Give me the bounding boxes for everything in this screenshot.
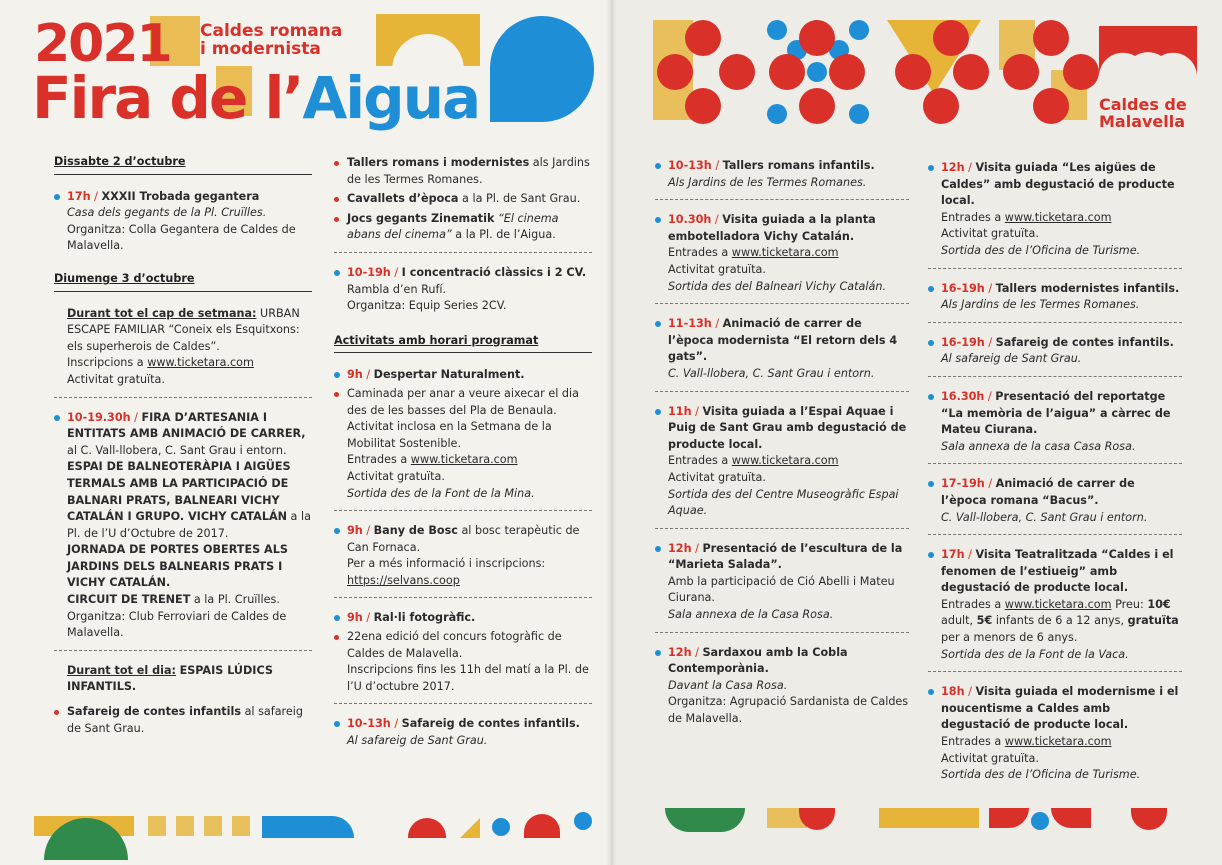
red-arch-deco bbox=[989, 808, 1029, 828]
divider bbox=[334, 510, 592, 511]
selvans-link[interactable]: https://selvans.coop bbox=[347, 573, 460, 587]
bullet-icon bbox=[334, 197, 339, 202]
column-3 bbox=[655, 158, 909, 736]
cavallets-item: Cavallets d’època a la Pl. de Sant Grau. bbox=[334, 191, 592, 208]
title-part1: Fira de l’ bbox=[32, 64, 303, 132]
header-subtitle bbox=[200, 22, 342, 58]
blue-dot-deco bbox=[1031, 812, 1049, 830]
saturday-title: Dissabte 2 d’octubre bbox=[54, 154, 312, 175]
urban-escape: Durant tot el cap de setmana: URBAN ESCAPE FAMILIAR “Coneix els Esquitxons: els superherois de Caldes”. Inscripcions a www.ticketara.com Activitat gratuïta. bbox=[67, 306, 300, 386]
event-vichy: 10.30h / Visita guiada a la planta embotelladora Vichy Catalán. Entrades a www.ticketara.com Activitat gratuïta. Sortida des del Balneari Vichy Catalán. bbox=[655, 212, 909, 295]
blue-drop-deco bbox=[490, 16, 594, 122]
rali-desc: 22ena edició del concurs fotogràfic de Caldes de Malavella. Inscripcions fins les 11h del matí a la Pl. de l’U d’octubre 2017. bbox=[334, 629, 592, 695]
event-modernisme: 18h / Visita guiada el modernisme i el noucentisme a Caldes amb degustació de producte local. Entrades a www.ticketara.com Activitat gratuïta. Sortida des de l’Oficina de Turisme. bbox=[928, 684, 1182, 784]
bullet-icon bbox=[655, 409, 661, 415]
red-arch-deco bbox=[1051, 808, 1091, 828]
blue-wave-deco bbox=[262, 816, 354, 838]
circles-pattern-deco bbox=[651, 14, 1101, 126]
ticketara-link[interactable]: www.ticketara.com bbox=[1004, 735, 1112, 749]
bullet-icon bbox=[928, 286, 934, 292]
divider bbox=[928, 322, 1182, 323]
bullet-icon bbox=[334, 615, 340, 621]
divider bbox=[928, 534, 1182, 535]
column-4 bbox=[928, 160, 1182, 792]
event-aigues: 12h / Visita guiada “Les aigües de Caldes” amb degustació de producte local. Entrades a www.ticketara.com Activitat gratuïta. Sortida des de l’Oficina de Turisme. bbox=[928, 160, 1182, 260]
bullet-icon bbox=[655, 650, 661, 656]
bullet-icon bbox=[655, 321, 661, 327]
red-half-circle-deco bbox=[1131, 808, 1167, 830]
divider bbox=[928, 376, 1182, 377]
divider bbox=[655, 528, 909, 529]
sunday-title: Diumenge 3 d’octubre bbox=[54, 271, 312, 292]
event-reportatge: 16.30h / Presentació del reportatge “La memòria de l’aigua” a càrrec de Mateu Ciurana. Sala annexa de la casa Casa Rosa. bbox=[928, 389, 1182, 455]
divider bbox=[334, 703, 592, 704]
yellow-tile-deco bbox=[204, 816, 222, 836]
subtitle-line1: Caldes romana bbox=[200, 21, 343, 41]
caldes-logo: Caldes de Malavella bbox=[1099, 95, 1187, 131]
bullet-icon bbox=[334, 528, 340, 534]
event-fira: 10-19.30h / FIRA D’ARTESANIA I ENTITATS AMB ANIMACIÓ DE CARRER, al C. Vall-llobera, C. Sant Grau i entorn. ESPAI DE BALNEOTERÀPIA I AIGÜES TERMALS AMB LA PARTICIPACIÓ DE BALNARI PRATS, BALNEARI VICHY CATALÁN I GRUPO. VICHY CATALÁN a la Pl. de l’U d’Octubre de 2017. JORNADA DE PORTES OBERTES ALS JARDINS DELS BALNEARIS PRATS I VICHY CATALÁN. CIRCUIT DE TRENET a la Pl. Cruïlles. Organitza: Club Ferroviari de Caldes de Malavella. bbox=[54, 410, 312, 642]
bullet-icon bbox=[928, 481, 934, 487]
programmed-title: Activitats amb horari programat bbox=[334, 333, 592, 354]
event-rali: 9h / Ral·li fotogràfic. bbox=[334, 610, 592, 627]
yellow-tile-deco bbox=[148, 816, 166, 836]
blue-dot-deco bbox=[492, 818, 510, 836]
despertar-desc: Caminada per anar a veure aixecar el dia des de les basses del Pla de Benaula. Activitat inclosa en la Setmana de la Mobilitat Sostenible. Entrades a www.ticketara.com Activitat gratuïta. Sortida des de la Font de la Mina. bbox=[334, 386, 592, 502]
ticketara-link[interactable]: www.ticketara.com bbox=[1004, 210, 1112, 224]
event-sardaxou: 12h / Sardaxou amb la Cobla Contemporània. Davant la Casa Rosa. Organitza: Agrupació Sardanista de Caldes de Malavella. bbox=[655, 645, 909, 728]
column-1 bbox=[54, 154, 312, 745]
safareig-item: Safareig de contes infantils al safareig de Sant Grau. bbox=[54, 704, 312, 737]
bullet-icon bbox=[54, 415, 60, 421]
divider bbox=[928, 671, 1182, 672]
bullet-icon bbox=[928, 394, 934, 400]
column-2 bbox=[334, 155, 592, 758]
subtitle-line2: i modernista bbox=[200, 39, 321, 59]
title-part2: Aigua bbox=[302, 64, 480, 132]
bullet-icon bbox=[655, 163, 661, 169]
divider bbox=[655, 303, 909, 304]
bullet-icon bbox=[655, 546, 661, 552]
jocs-item: Jocs gegants Zinematik “El cinema abans del cinema” a la Pl. de l’Aigua. bbox=[334, 211, 592, 244]
bullet-icon bbox=[334, 392, 339, 397]
blue-dot-deco bbox=[574, 812, 592, 830]
divider bbox=[334, 252, 592, 253]
event-safareig: 10-13h / Safareig de contes infantils. Al safareig de Sant Grau. bbox=[334, 716, 592, 749]
tallers-item: Tallers romans i modernistes als Jardins de les Termes Romanes. bbox=[334, 155, 592, 188]
yellow-bar-deco bbox=[879, 808, 979, 828]
espais-ludics: Durant tot el dia: ESPAIS LÚDICS INFANTILS. bbox=[67, 663, 273, 694]
event-tallers-modernistes: 16-19h / Tallers modernistes infantils. Als Jardins de les Termes Romanes. bbox=[928, 281, 1182, 314]
divider bbox=[928, 268, 1182, 269]
bullet-icon bbox=[54, 194, 60, 200]
bullet-icon bbox=[928, 340, 934, 346]
event-marieta: 12h / Presentació de l’escultura de la “Marieta Salada”. Amb la participació de Ció Abelli i Mateu Ciurana. Sala annexa de la Casa Rosa. bbox=[655, 541, 909, 624]
event-despertar: 9h / Despertar Naturalment. bbox=[334, 367, 592, 384]
bullet-icon bbox=[334, 372, 340, 378]
bullet-icon bbox=[655, 217, 661, 223]
event-bany: 9h / Bany de Bosc al bosc terapèutic de Can Fornaca. Per a més informació i inscripcions: https://selvans.coop bbox=[334, 523, 592, 589]
bullet-icon bbox=[334, 635, 339, 640]
event-bacus: 17-19h / Animació de carrer de l’època romana “Bacus”. C. Vall-llobera, C. Sant Grau i entorn. bbox=[928, 476, 1182, 526]
event-aquae: 11h / Visita guiada a l’Espai Aquae i Puig de Sant Grau amb degustació de producte local. Entrades a www.ticketara.com Activitat gratuïta. Sortida des del Centre Museogràfic Espai Aquae. bbox=[655, 404, 909, 520]
divider bbox=[54, 650, 312, 651]
yellow-triangle-deco bbox=[460, 818, 480, 838]
event-trobada: 17h / XXXII Trobada gegantera Casa dels gegants de la Pl. Cruïlles. Organitza: Colla Gegantera de Caldes de Malavella. bbox=[54, 189, 312, 255]
ticketara-link[interactable]: www.ticketara.com bbox=[731, 246, 839, 260]
bullet-icon bbox=[334, 721, 340, 727]
divider bbox=[655, 632, 909, 633]
red-half-circle-deco bbox=[524, 814, 560, 838]
header-title bbox=[32, 64, 479, 132]
ticketara-link[interactable]: www.ticketara.com bbox=[731, 454, 839, 468]
divider bbox=[655, 391, 909, 392]
event-tallers-infantils: 10-13h / Tallers romans infantils. Als Jardins de les Termes Romanes. bbox=[655, 158, 909, 191]
ticketara-link[interactable]: www.ticketara.com bbox=[147, 356, 254, 370]
ticketara-link[interactable]: www.ticketara.com bbox=[1004, 597, 1112, 611]
bullet-icon bbox=[54, 710, 59, 715]
bullet-icon bbox=[928, 552, 934, 558]
divider bbox=[928, 463, 1182, 464]
yellow-tile-deco bbox=[176, 816, 194, 836]
event-teatralitzada: 17h / Visita Teatralitzada “Caldes i el fenomen de l’estiueig” amb degustació de producte local. Entrades a www.ticketara.com Preu: 10€ adult, 5€ infants de 6 a 12 anys, gratuïta per a menors de 6 anys. Sortida des de la Font de la Vaca. bbox=[928, 547, 1182, 663]
bullet-icon bbox=[334, 217, 339, 222]
red-half-circle-deco bbox=[408, 818, 446, 838]
bullet-icon bbox=[334, 161, 339, 166]
bullet-icon bbox=[928, 165, 934, 171]
divider bbox=[54, 397, 312, 398]
red-arch-logo-icon bbox=[1099, 26, 1197, 82]
bullet-icon bbox=[928, 689, 934, 695]
event-classics: 10-19h / I concentració clàssics i 2 CV. Rambla d’en Rufí. Organitza: Equip Series 2CV. bbox=[334, 265, 592, 315]
divider bbox=[655, 199, 909, 200]
page-fold bbox=[606, 0, 616, 865]
bullet-icon bbox=[334, 270, 340, 276]
divider bbox=[334, 597, 592, 598]
green-half-circle-deco bbox=[665, 808, 745, 832]
ticketara-link[interactable]: www.ticketara.com bbox=[410, 453, 518, 467]
event-safareig-tarda: 16-19h / Safareig de contes infantils. Al safareig de Sant Grau. bbox=[928, 335, 1182, 368]
yellow-tile-deco bbox=[232, 816, 250, 836]
header-year: 2021 bbox=[34, 14, 171, 74]
event-4gats: 11-13h / Animació de carrer de l’època modernista “El retorn dels 4 gats”. C. Vall-llobera, C. Sant Grau i entorn. bbox=[655, 316, 909, 382]
